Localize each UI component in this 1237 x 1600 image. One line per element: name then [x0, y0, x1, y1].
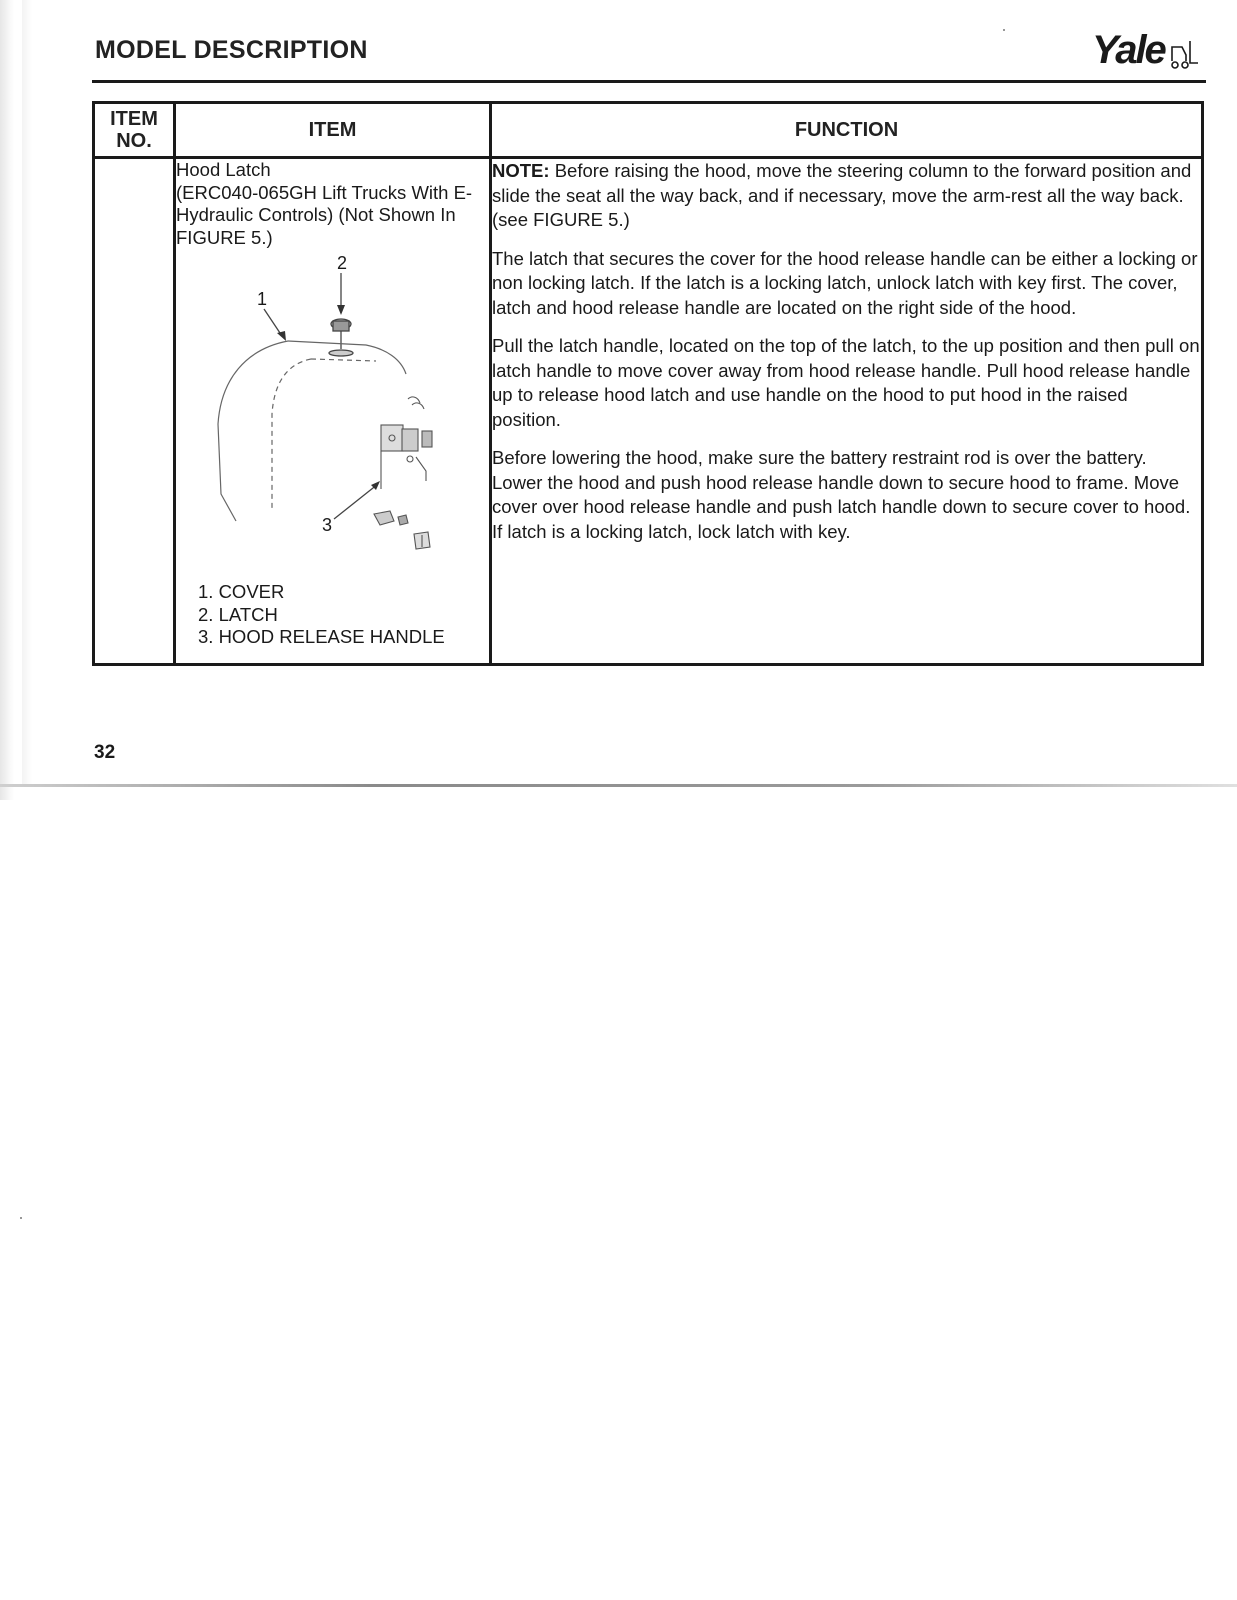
scan-edge-shadow — [0, 0, 14, 800]
table-header-row — [94, 103, 1203, 158]
item-no-cell — [94, 158, 175, 665]
function-paragraph-1: The latch that secures the cover for the hood release handle can be either a locking or non locking latch. If the latch is a locking latch, unlock latch with key first. The cover, latch and hood release handle are located on the right side of the hood. — [492, 247, 1198, 318]
page-number: 32 — [94, 742, 116, 763]
yale-logo — [1092, 27, 1202, 75]
figure-legend — [198, 581, 489, 649]
item-cell — [175, 158, 491, 665]
header-item: ITEM — [175, 103, 491, 158]
legend-item: 1. COVER — [198, 581, 285, 602]
leader-3 — [334, 484, 378, 519]
forklift-mark-icon — [1172, 41, 1198, 68]
item-models: (ERC040-065GH Lift Trucks With E-Hydraulic Controls) (Not Shown In FIGURE 5.) — [176, 181, 473, 248]
legend-item: 3. HOOD RELEASE HANDLE — [198, 626, 445, 647]
logo-wordmark: Yale — [1092, 28, 1165, 72]
header-item-no-line1: ITEM — [110, 108, 158, 130]
scan-speck — [1003, 29, 1005, 31]
hood-latch-figure — [176, 249, 476, 579]
page-title: MODEL DESCRIPTION — [95, 36, 368, 64]
note-label: NOTE: — [492, 160, 550, 181]
header-item-no — [94, 103, 175, 158]
callout-3: 3 — [322, 515, 333, 535]
arrowhead-2 — [337, 305, 345, 315]
scan-edge-shadow-inner — [22, 0, 32, 785]
note-paragraph — [492, 159, 1201, 233]
function-paragraph-2: Pull the latch handle, located on the top of the latch, to the up position and then pull on latch handle to move cover away from hood release handle. Pull hood release handle up to release hood latch and use handle on the hood to put hood in the raised position. — [492, 335, 1200, 430]
latch-part — [329, 319, 353, 356]
arrowhead-1 — [277, 331, 286, 341]
callout-2: 2 — [337, 253, 348, 273]
table-row — [94, 158, 1203, 665]
scan-speck — [20, 1217, 22, 1219]
header-function: FUNCTION — [491, 103, 1203, 158]
header-rule — [92, 80, 1206, 83]
note-text: Before raising the hood, move the steering column to the forward position and slide the seat all the way back, and if necessary, move the arm-rest all the way back. (see FIGURE 5.) — [492, 160, 1192, 230]
header-item-no-line2: NO. — [116, 130, 152, 152]
hood-release-handle — [374, 397, 432, 549]
function-cell — [491, 158, 1203, 665]
leader-1 — [264, 309, 282, 336]
model-description-table — [92, 101, 1204, 666]
hood-latch-diagram — [176, 249, 476, 579]
legend-item: 2. LATCH — [198, 603, 278, 625]
cover-outline — [218, 341, 406, 521]
function-paragraph-3: Before lowering the hood, make sure the battery restraint rod is over the battery. Lower the hood and push hood release handle down to secure hood to frame. Move cover over hood release handle and push latch handle down to secure cover to hood. If latch is a locking latch, lock latch with key. — [492, 447, 1191, 542]
yale-logo-icon — [1092, 27, 1202, 75]
page-bottom-edge — [0, 784, 1237, 787]
callout-1: 1 — [257, 289, 268, 309]
item-name: Hood Latch — [176, 159, 271, 180]
